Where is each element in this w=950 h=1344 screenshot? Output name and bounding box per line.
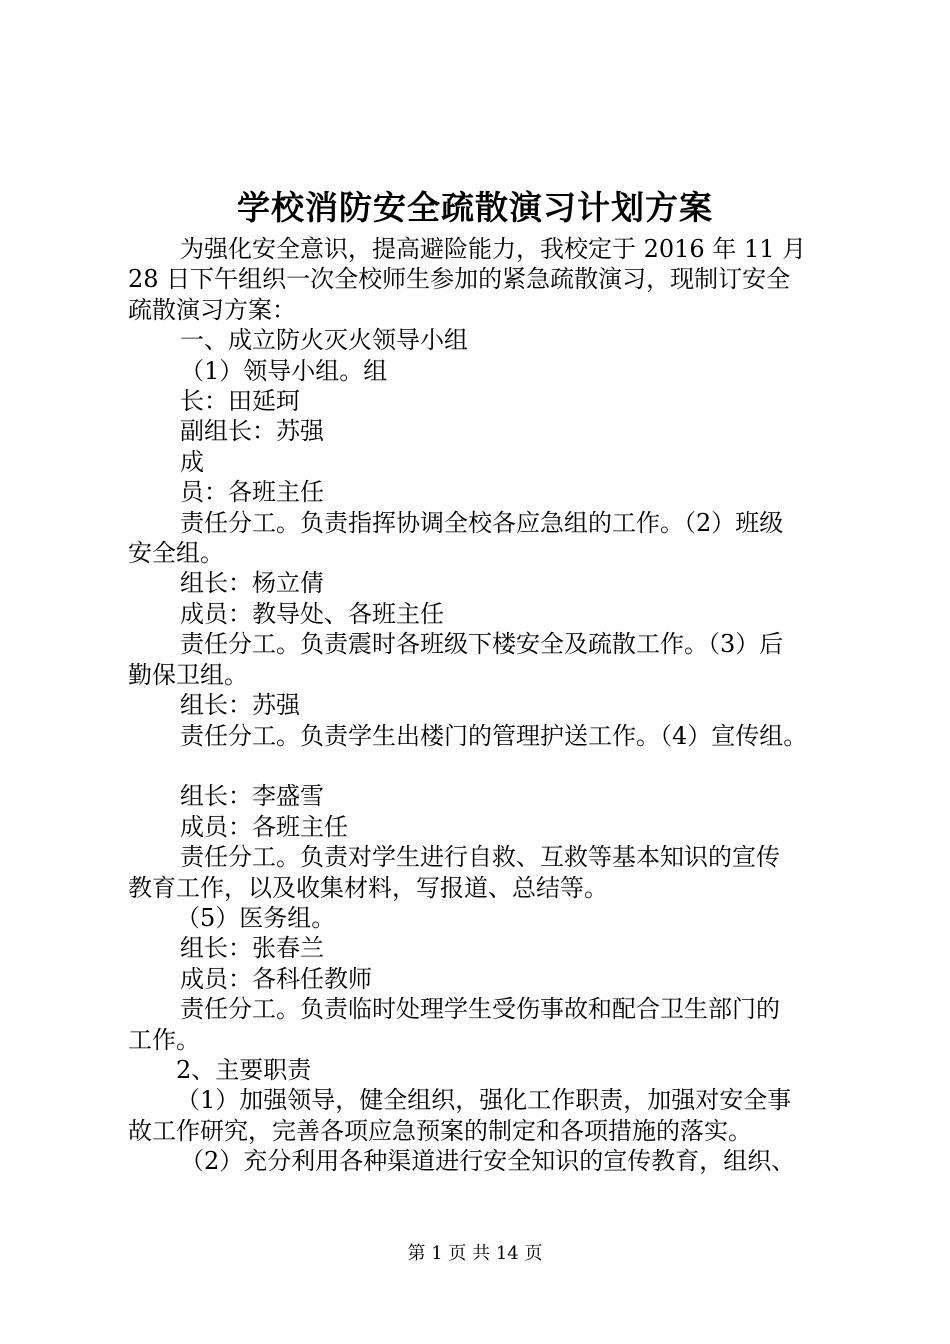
paragraph-line: 教育工作，以及收集材料，写报道、总结等。	[128, 873, 608, 902]
paragraph-line: 工作。	[128, 1025, 200, 1054]
page-title: 学校消防安全疏散演习计划方案	[237, 188, 713, 227]
page-footer: 第 1 页 共 14 页	[407, 1243, 543, 1264]
paragraph-line: 组长：杨立倩	[180, 569, 324, 598]
blank-line	[128, 751, 840, 781]
paragraph-line: （1）加强领导，健全组织，强化工作职责，加强对安全事	[176, 1086, 792, 1115]
paragraph-line: （2）充分利用各种渠道进行安全知识的宣传教育，组织、	[180, 1147, 796, 1176]
paragraph-line: 故工作研究，完善各项应急预案的制定和各项措施的落实。	[128, 1116, 752, 1145]
document-body	[128, 234, 840, 1177]
paragraph-line: 28 日下午组织一次全校师生参加的紧急疏散演习，现制订安全	[128, 265, 791, 294]
paragraph-line: 组长：苏强	[180, 691, 300, 720]
paragraph-line: 责任分工。负责指挥协调全校各应急组的工作。（2）班级	[180, 508, 784, 537]
paragraph-line: 长：田延珂	[180, 387, 300, 416]
paragraph-line: 副组长：苏强	[180, 417, 324, 446]
paragraph-line: 成员：各科任教师	[180, 964, 372, 993]
section-heading: 一、成立防火灭火领导小组	[180, 326, 468, 355]
paragraph-line: 成员：各班主任	[180, 812, 348, 841]
paragraph-line: （5）医务组。	[176, 903, 336, 932]
paragraph-line: 组长：张春兰	[180, 934, 324, 963]
paragraph-line: 责任分工。负责学生出楼门的管理护送工作。（4）宣传组。	[180, 721, 808, 750]
paragraph-line: 安全组。	[128, 539, 224, 568]
paragraph-line: （1）领导小组。组	[180, 356, 388, 385]
paragraph-line: 责任分工。负责临时处理学生受伤事故和配合卫生部门的	[180, 995, 780, 1024]
paragraph-line: 责任分工。负责震时各班级下楼安全及疏散工作。（3）后	[180, 630, 784, 659]
paragraph-line: 勤保卫组。	[128, 660, 248, 689]
section-heading: 2、主要职责	[176, 1055, 312, 1084]
paragraph-line: 疏散演习方案：	[128, 295, 296, 324]
paragraph-line: 组长：李盛雪	[180, 782, 324, 811]
paragraph-line: 员：各班主任	[180, 478, 324, 507]
paragraph-line: 成员：教导处、各班主任	[180, 599, 444, 628]
paragraph-line: 为强化安全意识，提高避险能力，我校定于 2016 年 11 月	[180, 235, 807, 263]
paragraph-line: 成	[180, 447, 204, 476]
paragraph-line: 责任分工。负责对学生进行自救、互救等基本知识的宣传	[180, 843, 780, 872]
